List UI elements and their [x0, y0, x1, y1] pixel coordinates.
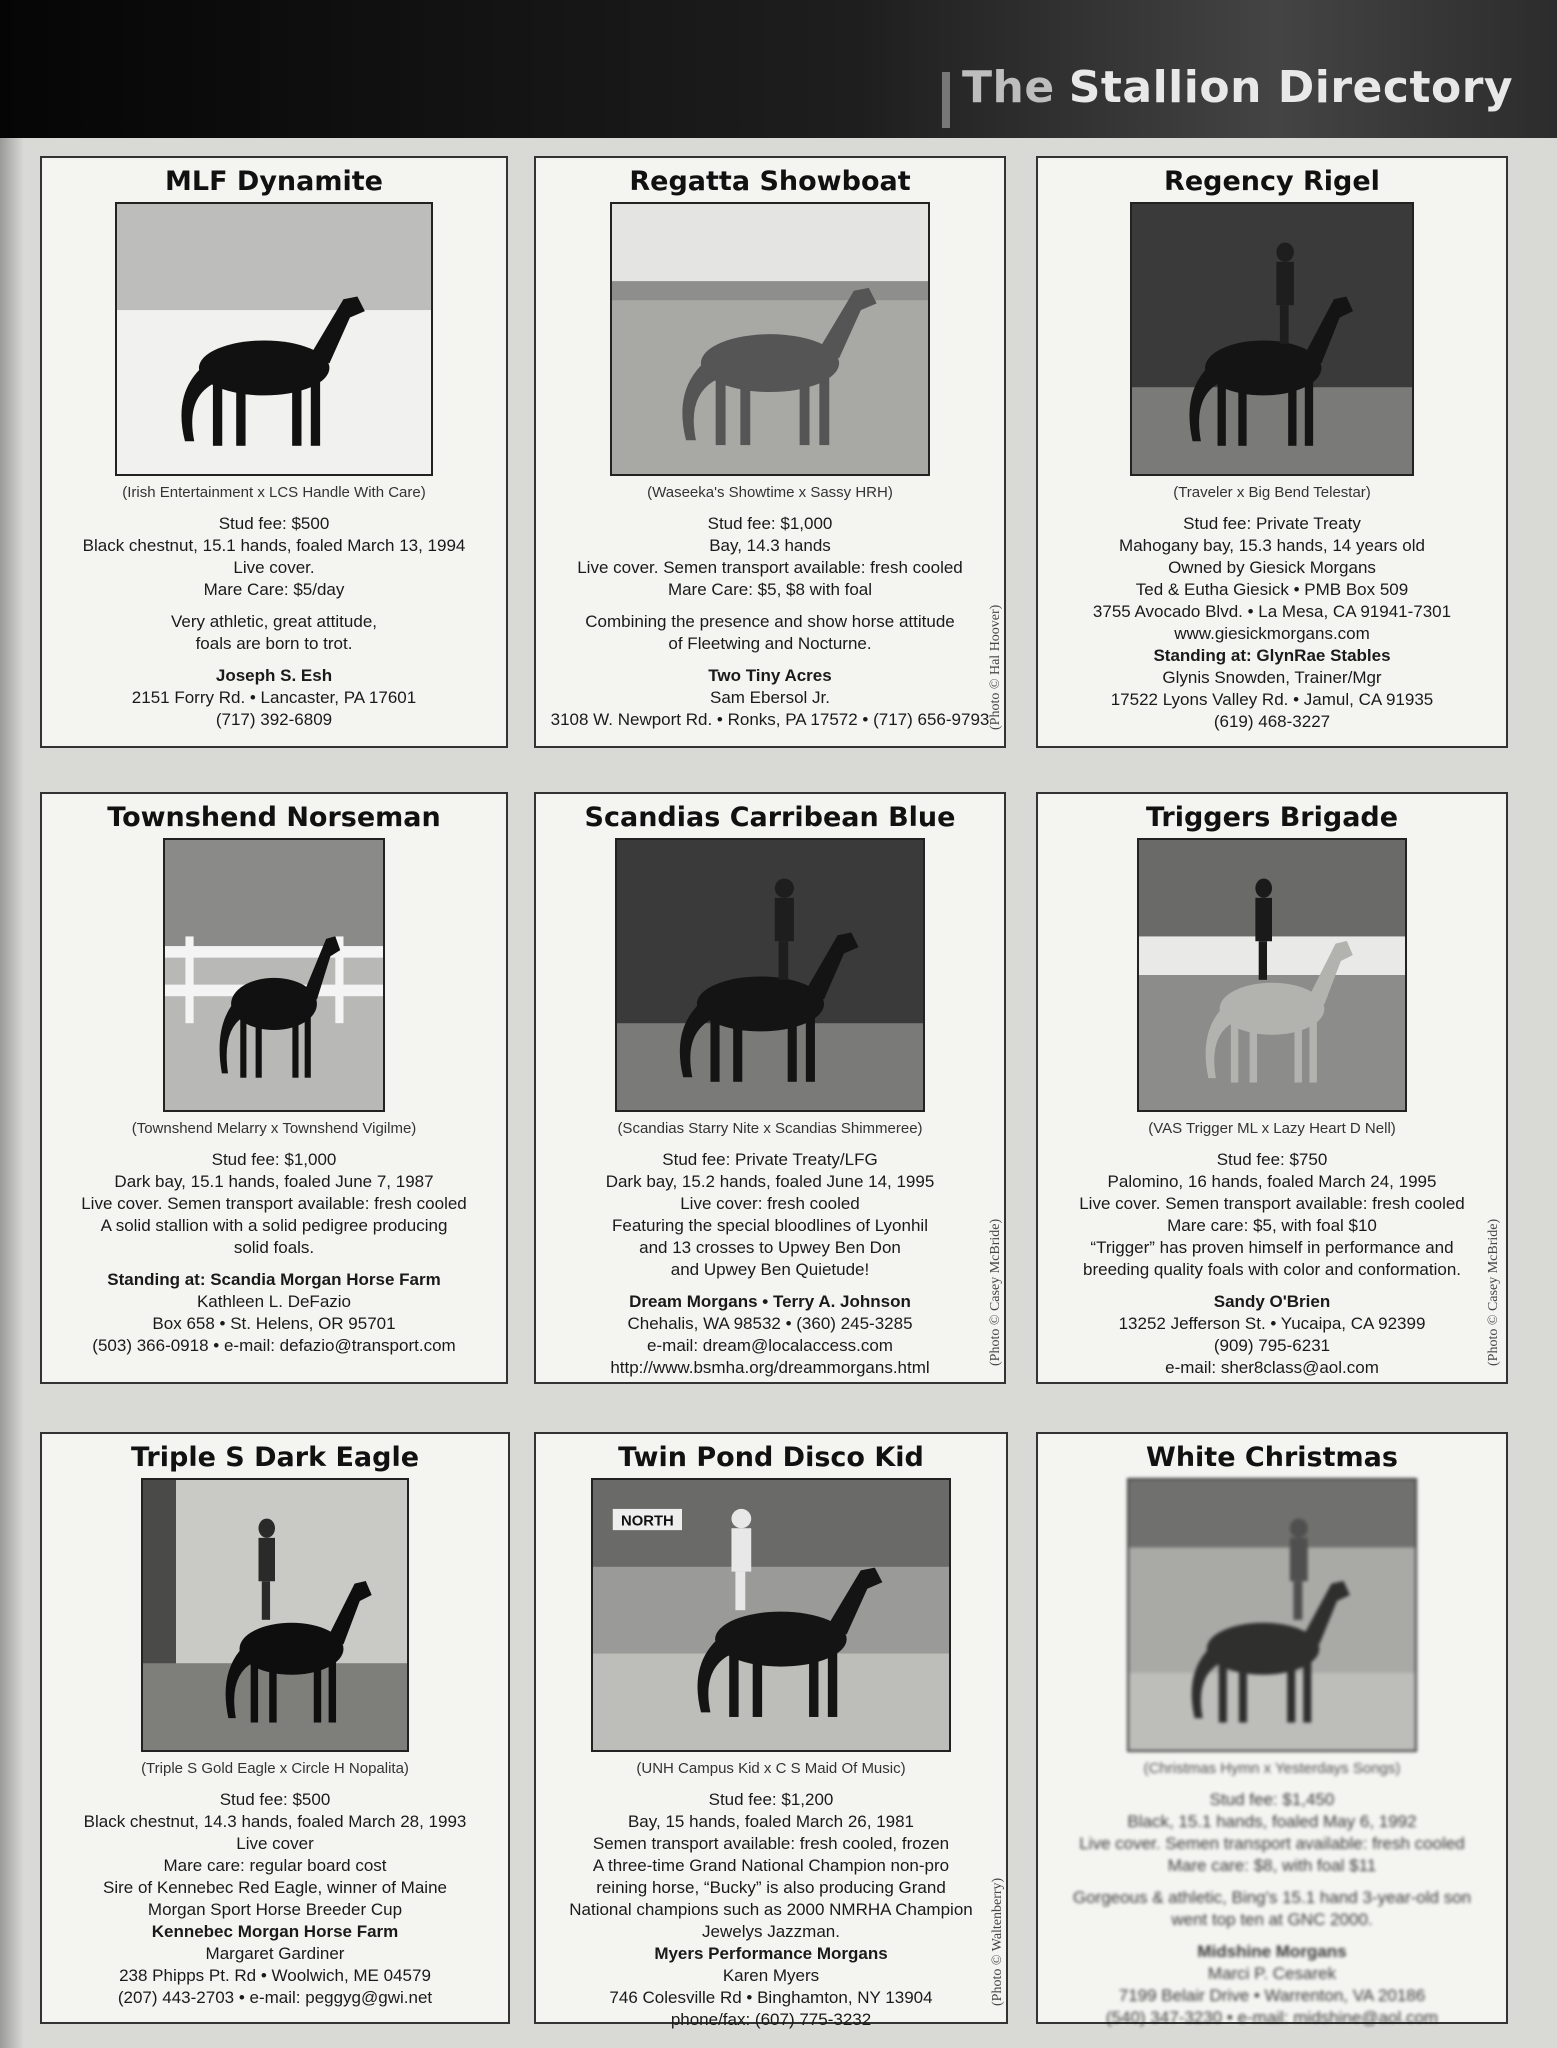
detail-line: 13252 Jefferson St. • Yucaipa, CA 92399 [1118, 1314, 1426, 1333]
stallion-name: Scandias Carribean Blue [584, 802, 956, 833]
stallion-photo [1127, 1478, 1417, 1752]
pedigree: (Christmas Hymn x Yesterdays Songs) [1143, 1760, 1401, 1777]
detail-line: and Upwey Ben Quietude! [670, 1260, 870, 1279]
pedigree: (Traveler x Big Bend Telestar) [1173, 484, 1371, 501]
detail-line: www.giesickmorgans.com [1174, 624, 1370, 643]
pedigree: (VAS Trigger ML x Lazy Heart D Nell) [1148, 1120, 1396, 1137]
horse-photo-art [593, 1480, 949, 1750]
stallion-details [42, 1149, 506, 1357]
detail-line: A three-time Grand National Champion non-pro [592, 1856, 950, 1875]
detail-line: (619) 468-3227 [1213, 712, 1331, 731]
detail-line: National champions such as 2000 NMRHA Champion [569, 1900, 973, 1919]
detail-line: Gorgeous & athletic, Bing's 15.1 hand 3-year-old son [1072, 1888, 1472, 1907]
stallion-name: Triggers Brigade [1145, 802, 1399, 833]
photo-credit: (Photo © Casey McBride) [1486, 1218, 1501, 1366]
stallion-name: MLF Dynamite [165, 166, 383, 197]
detail-line: Live cover: fresh cooled [680, 1194, 860, 1213]
detail-line: A solid stallion with a solid pedigree producing [100, 1216, 448, 1235]
stallion-name: Townshend Norseman [107, 802, 441, 833]
detail-line: Live cover. Semen transport available: fresh cooled [577, 558, 963, 577]
horse-photo-art [1139, 840, 1405, 1110]
detail-line: Ted & Eutha Giesick • PMB Box 509 [1135, 580, 1409, 599]
stallion-card [40, 156, 508, 748]
detail-line: 3755 Avocado Blvd. • La Mesa, CA 91941-7301 [1092, 602, 1452, 621]
detail-line: phone/fax: (607) 775-3232 [670, 2010, 872, 2029]
detail-line: 7199 Belair Drive • Warrenton, VA 20186 [1118, 1986, 1426, 2005]
pedigree: (Townshend Melarry x Townshend Vigilme) [131, 1120, 417, 1137]
detail-line: Dark bay, 15.2 hands, foaled June 14, 1995 [605, 1172, 935, 1191]
detail-line: Stud fee: $500 [218, 514, 330, 533]
stallion-details [42, 513, 506, 731]
stallion-photo [141, 1478, 409, 1752]
stallion-card [534, 156, 1006, 748]
stallion-name: White Christmas [1146, 1442, 1398, 1473]
detail-line: 2151 Forry Rd. • Lancaster, PA 17601 [131, 688, 417, 707]
detail-line: went top ten at GNC 2000. [1171, 1910, 1373, 1929]
stallion-details [1038, 1789, 1506, 2029]
contact-name: Myers Performance Morgans [654, 1944, 888, 1963]
stallion-card [40, 792, 508, 1384]
stallion-photo [115, 202, 433, 476]
horse-photo-art [617, 840, 923, 1110]
stallion-text-block [42, 1760, 508, 2009]
svg-text:NORTH: NORTH [621, 1513, 674, 1530]
stallion-text-block [536, 1760, 1006, 2031]
detail-line: Live cover. Semen transport available: fresh cooled [1079, 1834, 1465, 1853]
detail-line: Stud fee: $1,000 [707, 514, 833, 533]
detail-line: 238 Phipps Pt. Rd • Woolwich, ME 04579 [119, 1966, 431, 1985]
detail-line: (207) 443-2703 • e-mail: peggyg@gwi.net [117, 1988, 433, 2007]
photo-credit: (Photo © Waltenberry) [990, 1877, 1005, 2006]
stallion-photo [163, 838, 385, 1112]
horse-photo-art [117, 204, 431, 474]
horse-photo-art [1132, 204, 1412, 474]
stallion-name: Triple S Dark Eagle [130, 1442, 420, 1473]
detail-line: “Trigger” has proven himself in performance and [1090, 1238, 1454, 1257]
line-gap [544, 1281, 996, 1291]
stallion-photo [591, 1478, 951, 1752]
detail-line: (540) 347-3230 • e-mail: midshine@aol.com [1105, 2008, 1439, 2027]
detail-line: Sire of Kennebec Red Eagle, winner of Maine [103, 1878, 447, 1897]
contact-name: Two Tiny Acres [708, 666, 832, 685]
detail-line: 3108 W. Newport Rd. • Ronks, PA 17572 • (717) 656-9793 [550, 710, 990, 729]
line-gap [1046, 1877, 1498, 1887]
detail-line: (909) 795-6231 [1213, 1336, 1331, 1355]
stallion-card [1036, 1432, 1508, 2027]
detail-line: Mare care: $8, with foal $11 [1167, 1856, 1377, 1875]
detail-line: and 13 crosses to Upwey Ben Don [639, 1238, 901, 1257]
stallion-text-block [536, 1120, 1004, 1379]
detail-line: of Fleetwing and Nocturne. [668, 634, 872, 653]
detail-line: Box 658 • St. Helens, OR 95701 [152, 1314, 396, 1333]
detail-line: Palomino, 16 hands, foaled March 24, 1995 [1107, 1172, 1437, 1191]
line-gap [50, 655, 498, 665]
page-title [962, 62, 1513, 113]
pedigree: (Scandias Starry Nite x Scandias Shimmeree) [617, 1120, 923, 1137]
horse-photo-art [143, 1480, 407, 1750]
horse-photo-art [1129, 1480, 1415, 1750]
detail-line: e-mail: sher8class@aol.com [1165, 1358, 1379, 1377]
detail-line: Margaret Gardiner [205, 1944, 345, 1963]
line-gap [544, 655, 996, 665]
detail-line: Live cover [236, 1834, 314, 1853]
detail-line: Stud fee: $1,200 [708, 1790, 834, 1809]
detail-line: Bay, 14.3 hands [709, 536, 831, 555]
stallion-details [536, 1149, 1004, 1379]
photo-credit: (Photo © Casey McBride) [988, 1218, 1003, 1366]
detail-line: e-mail: dream@localaccess.com [647, 1336, 893, 1355]
detail-line: Bay, 15 hands, foaled March 26, 1981 [627, 1812, 915, 1831]
stallion-text-block [42, 1120, 506, 1357]
detail-line: Mare Care: $5/day [203, 580, 345, 599]
detail-line: Semen transport available: fresh cooled, frozen [592, 1834, 950, 1853]
contact-name: Standing at: GlynRae Stables [1153, 646, 1391, 665]
horse-photo-art [165, 840, 383, 1110]
detail-line: Dark bay, 15.1 hands, foaled June 7, 1987 [114, 1172, 434, 1191]
pedigree: (Irish Entertainment x LCS Handle With Care) [122, 484, 426, 501]
contact-name: Dream Morgans • Terry A. Johnson [629, 1292, 911, 1311]
header-rule [942, 72, 950, 128]
detail-line: Featuring the special bloodlines of Lyonhil [612, 1216, 928, 1235]
contact-name: Sandy O'Brien [1213, 1292, 1331, 1311]
detail-line: breeding quality foals with color and conformation. [1083, 1260, 1461, 1279]
stallion-details [42, 1789, 508, 2009]
line-gap [50, 601, 498, 611]
stallion-text-block [42, 484, 506, 731]
detail-line: Stud fee: $1,000 [211, 1150, 337, 1169]
stallion-details [1038, 1149, 1506, 1379]
detail-line: Combining the presence and show horse attitude [585, 612, 955, 631]
detail-line: Sam Ebersol Jr. [710, 688, 830, 707]
detail-line: foals are born to trot. [195, 634, 353, 653]
line-gap [544, 601, 996, 611]
detail-line: solid foals. [233, 1238, 315, 1257]
detail-line: Stud fee: $750 [1216, 1150, 1328, 1169]
detail-line: Mare care: $5, with foal $10 [1167, 1216, 1377, 1235]
stallion-photo [1137, 838, 1407, 1112]
pedigree: (Triple S Gold Eagle x Circle H Nopalita) [141, 1760, 409, 1777]
detail-line: Stud fee: $1,450 [1209, 1790, 1335, 1809]
photo-credit: (Photo © Hal Hoover) [988, 604, 1003, 730]
detail-line: Owned by Giesick Morgans [1168, 558, 1376, 577]
detail-line: Live cover. Semen transport available: fresh cooled [1079, 1194, 1465, 1213]
stallion-card [534, 792, 1006, 1384]
detail-line: Stud fee: $500 [219, 1790, 331, 1809]
detail-line: Chehalis, WA 98532 • (360) 245-3285 [627, 1314, 913, 1333]
detail-line: Black chestnut, 14.3 hands, foaled March 28, 1993 [83, 1812, 467, 1831]
line-gap [1046, 1281, 1498, 1291]
stallion-name: Regatta Showboat [629, 166, 911, 197]
detail-line: Mare Care: $5, $8 with foal [667, 580, 873, 599]
detail-line: Marci P. Cesarek [1207, 1964, 1337, 1983]
stallion-details [536, 1789, 1006, 2031]
contact-name: Standing at: Scandia Morgan Horse Farm [107, 1270, 441, 1289]
detail-line: Jewelys Jazzman. [702, 1922, 840, 1941]
detail-line: 746 Colesville Rd • Binghamton, NY 13904 [609, 1988, 933, 2007]
stallion-card [40, 1432, 510, 2024]
page-title-bold: Stallion Directory [1068, 62, 1514, 113]
detail-line: Morgan Sport Horse Breeder Cup [147, 1900, 403, 1919]
stallion-card [534, 1432, 1008, 2029]
stallion-text-block [1038, 484, 1506, 733]
detail-line: Stud fee: Private Treaty [1183, 514, 1361, 533]
detail-line: Karen Myers [722, 1966, 820, 1985]
detail-line: http://www.bsmha.org/dreammorgans.html [610, 1358, 930, 1377]
detail-line: (503) 366-0918 • e-mail: defazio@transport.com [92, 1336, 456, 1355]
stallion-text-block [1038, 1120, 1506, 1379]
stallion-photo [610, 202, 930, 476]
detail-line: (717) 392-6809 [215, 710, 333, 729]
stallion-name: Twin Pond Disco Kid [618, 1442, 924, 1473]
stallion-photo [615, 838, 925, 1112]
line-gap [50, 1259, 498, 1269]
page-title-light: The [962, 62, 1055, 113]
pedigree: (UNH Campus Kid x C S Maid Of Music) [636, 1760, 906, 1777]
page-gutter-shadow [0, 138, 24, 2048]
stallion-details [1038, 513, 1506, 733]
stallion-card [1036, 792, 1508, 1384]
stallion-photo [1130, 202, 1414, 476]
contact-name: Joseph S. Esh [215, 666, 333, 685]
contact-name: Midshine Morgans [1197, 1942, 1347, 1961]
line-gap [1046, 1931, 1498, 1941]
detail-line: Live cover. [233, 558, 315, 577]
detail-line: Stud fee: Private Treaty/LFG [662, 1150, 878, 1169]
contact-name: Kennebec Morgan Horse Farm [151, 1922, 399, 1941]
detail-line: Black, 15.1 hands, foaled May 6, 1992 [1127, 1812, 1417, 1831]
detail-line: Black chestnut, 15.1 hands, foaled March 13, 1994 [82, 536, 466, 555]
stallion-text-block [1038, 1760, 1506, 2029]
detail-line: Live cover. Semen transport available: fresh cooled [81, 1194, 467, 1213]
detail-line: reining horse, “Bucky” is also producing Grand [596, 1878, 946, 1897]
detail-line: Glynis Snowden, Trainer/Mgr [1162, 668, 1382, 687]
pedigree: (Waseeka's Showtime x Sassy HRH) [647, 484, 893, 501]
horse-photo-art [612, 204, 928, 474]
stallion-text-block [536, 484, 1004, 731]
detail-line: Mare care: regular board cost [163, 1856, 387, 1875]
detail-line: Very athletic, great attitude, [170, 612, 377, 631]
detail-line: Mahogany bay, 15.3 hands, 14 years old [1119, 536, 1425, 555]
stallion-card [1036, 156, 1508, 748]
stallion-details [536, 513, 1004, 731]
stallion-name: Regency Rigel [1164, 166, 1380, 197]
detail-line: 17522 Lyons Valley Rd. • Jamul, CA 91935 [1110, 690, 1434, 709]
detail-line: Kathleen L. DeFazio [196, 1292, 352, 1311]
